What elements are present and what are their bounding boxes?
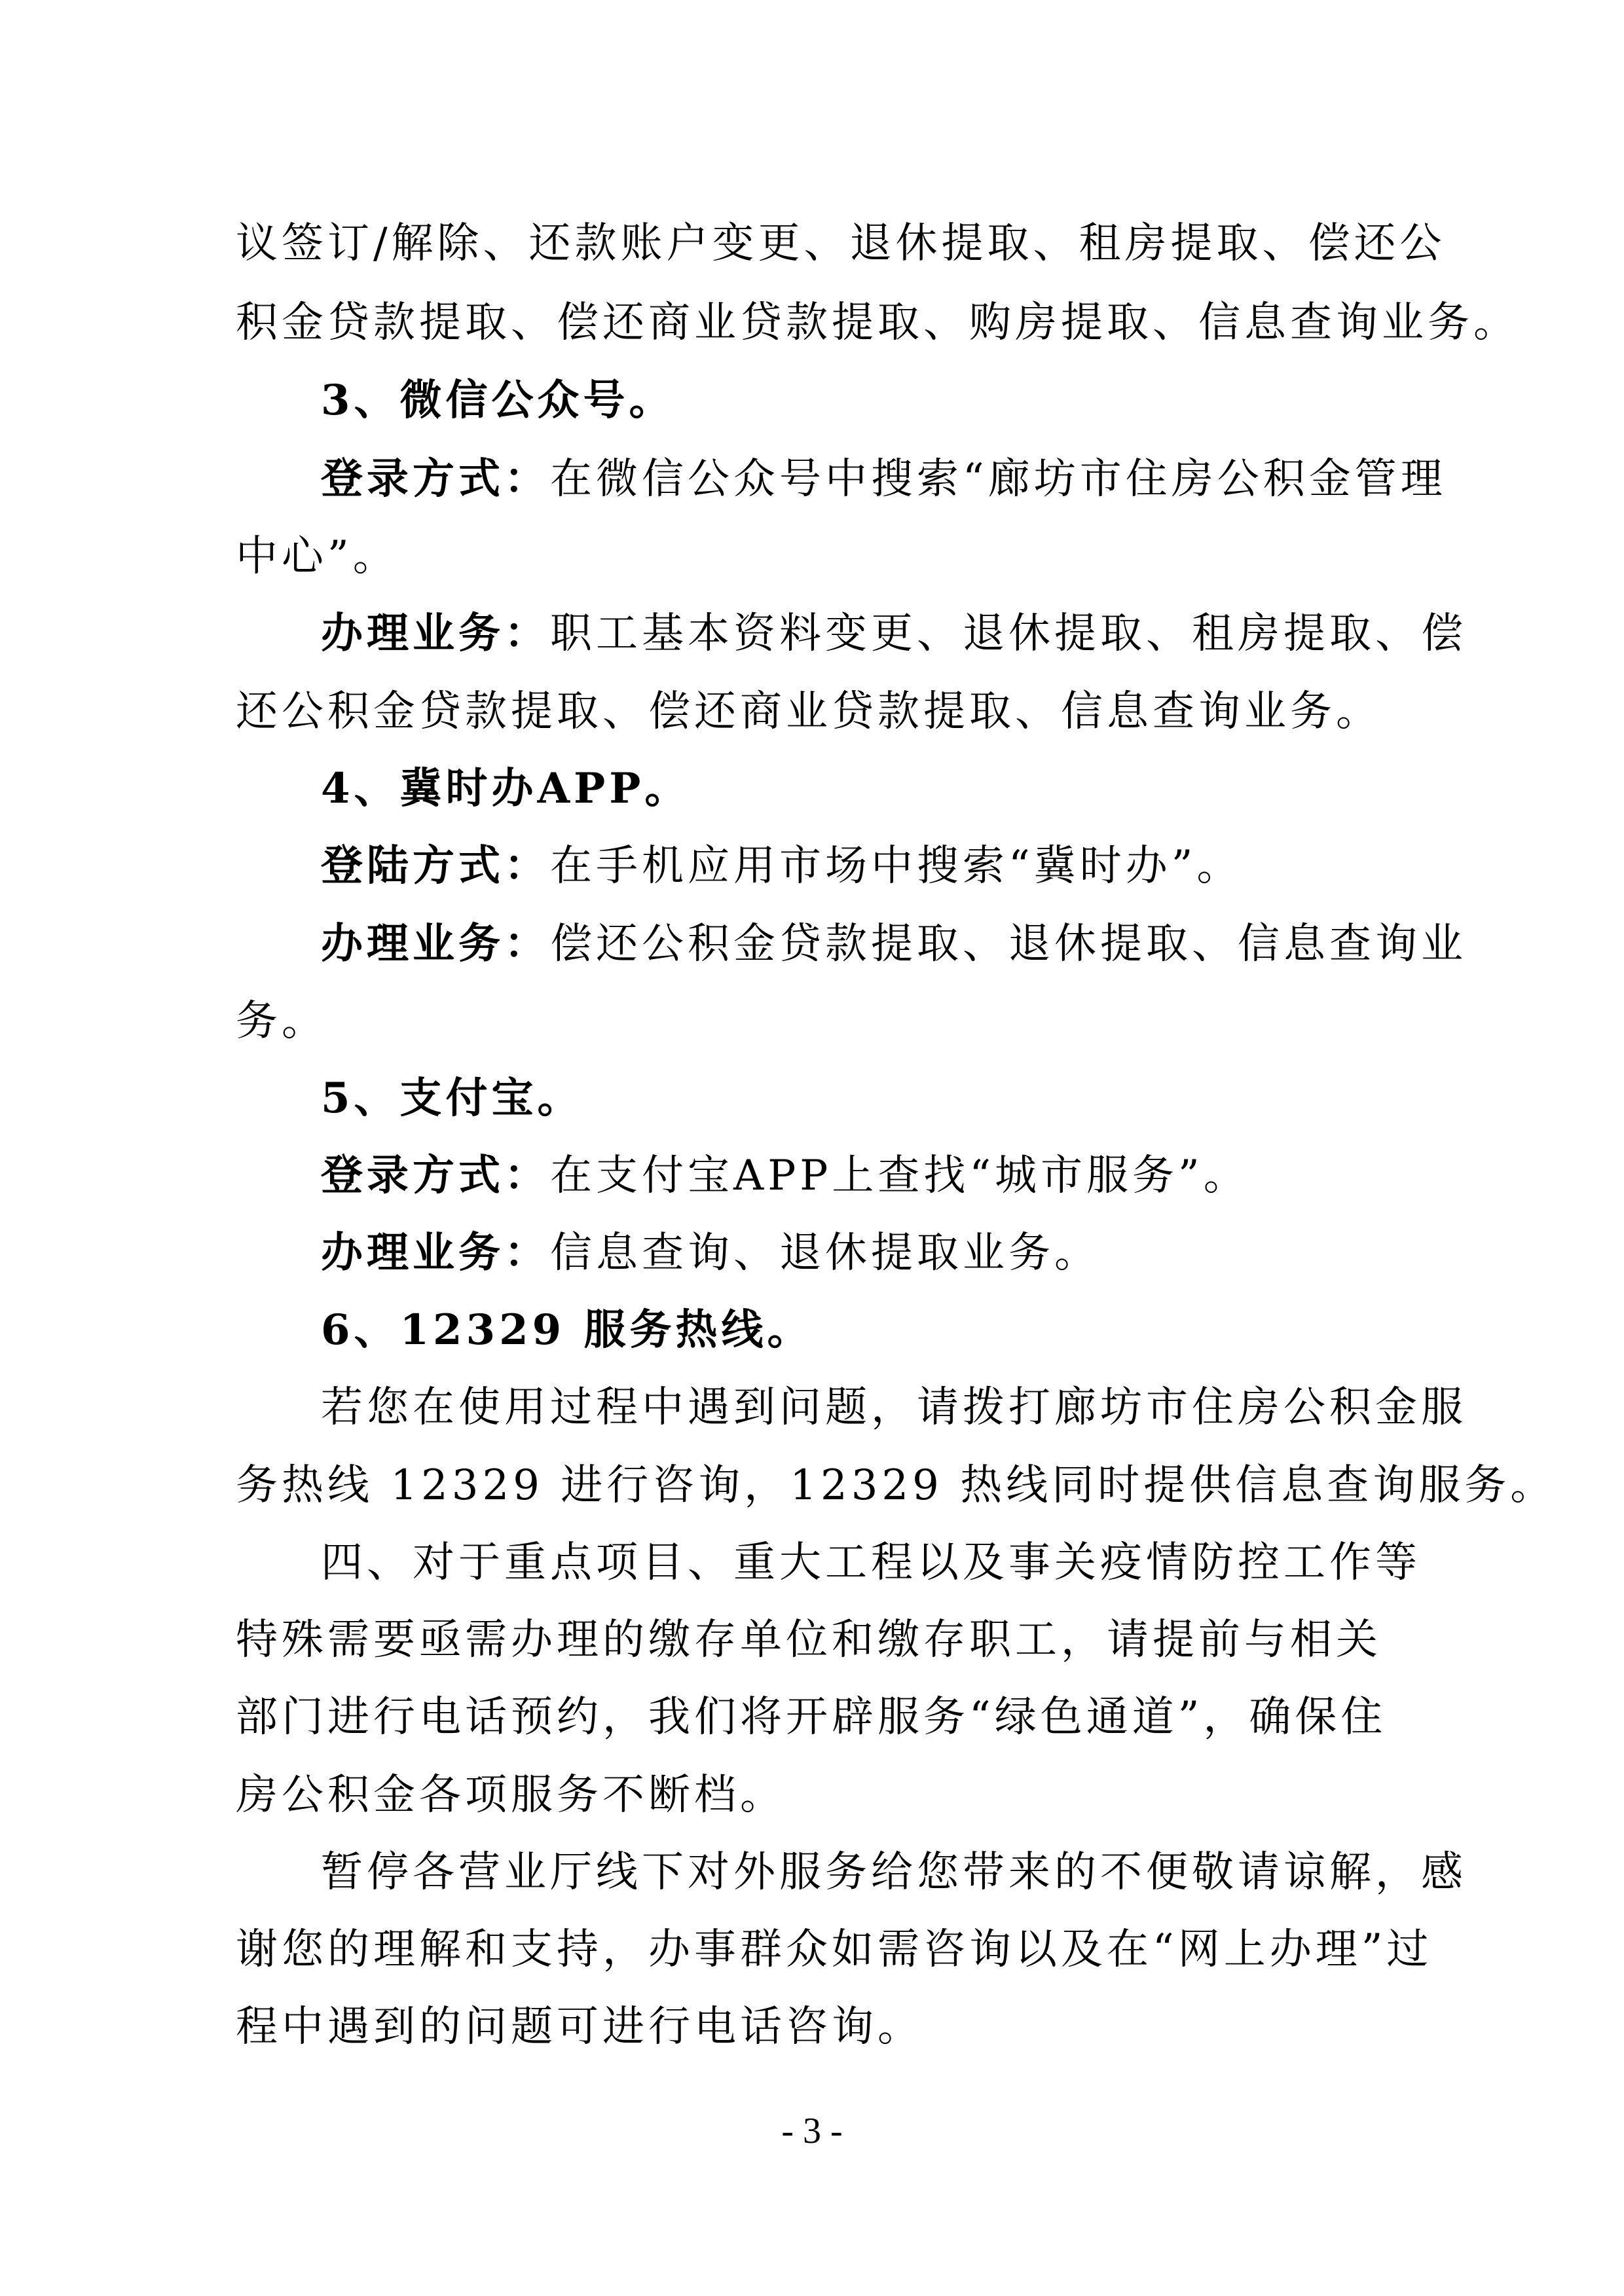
body-line: [236, 290, 1519, 355]
field-label: 登录方式：: [321, 1151, 550, 1200]
page-number: - 3 -: [781, 2111, 843, 2151]
line-text: 职工基本资料变更、退休提取、租房提取、偿: [550, 610, 1467, 658]
body-line: [321, 1840, 1467, 1905]
section-heading-hotline: [321, 1298, 1388, 1363]
field-label: 登陆方式：: [321, 841, 550, 890]
line-text: 偿还公积金贷款提取、退休提取、信息查询业: [550, 920, 1467, 968]
body-line: [321, 911, 1467, 977]
line-text: 部门进行电话预约，我们将开辟服务“绿色通道”，确保住: [236, 1693, 1387, 1741]
body-line: [321, 1530, 1421, 1595]
line-text: 房公积金各项服务不断档。: [236, 1771, 786, 1819]
body-line: [321, 446, 1447, 512]
line-text: 还公积金贷款提取、偿还商业贷款提取、信息查询业务。: [236, 687, 1382, 736]
line-text: 程中遇到的问题可进行电话咨询。: [236, 2003, 923, 2051]
body-line: [321, 833, 1388, 899]
body-line: [236, 679, 1388, 744]
body-line: [321, 1220, 1388, 1286]
line-text: 特殊需要亟需办理的缴存单位和缴存职工，请提前与相关: [236, 1616, 1382, 1664]
line-text: 在手机应用市场中搜索“冀时办”。: [550, 842, 1243, 890]
line-text: 谢您的理解和支持，办事群众如需咨询以及在“网上办理”过: [236, 1925, 1433, 1974]
line-text: 务。: [236, 997, 327, 1046]
heading-text: 5、支付宝。: [321, 1074, 583, 1123]
body-line: [236, 1917, 1433, 1982]
body-line: [321, 601, 1467, 666]
field-label: 办理业务：: [321, 1228, 550, 1277]
line-text: 信息查询、退休提取业务。: [550, 1229, 1100, 1277]
body-line: [236, 1762, 1388, 1828]
line-text: 若您在使用过程中遇到问题，请拨打廊坊市住房公积金服: [321, 1383, 1467, 1432]
field-label: 办理业务：: [321, 609, 550, 658]
section-heading-wechat: [321, 368, 1388, 433]
heading-text: 6、12329 服务热线。: [321, 1305, 813, 1355]
line-text: 中心”。: [236, 532, 399, 581]
body-line: [236, 1994, 1388, 2060]
line-text: 议签订/解除、还款账户变更、退休提取、租房提取、偿还公: [236, 219, 1446, 268]
line-text: 四、对于重点项目、重大工程以及事关疫情防控工作等: [321, 1539, 1421, 1587]
body-line: [236, 211, 1446, 276]
line-text: 在微信公众号中搜索“廊坊市住房公积金管理: [550, 455, 1447, 503]
line-text: 务热线 12329 进行咨询，12329 热线同时提供信息查询服务。: [236, 1461, 1557, 1510]
body-line: [321, 1143, 1388, 1209]
body-line: [236, 1453, 1557, 1518]
line-text: 在支付宝APP上查找“城市服务”。: [550, 1152, 1249, 1200]
body-line: [236, 1685, 1388, 1750]
section-heading-alipay: [321, 1066, 1388, 1131]
body-line: [236, 989, 1388, 1054]
heading-text: 3、微信公众号。: [321, 376, 675, 425]
body-line: [321, 1375, 1467, 1440]
field-label: 办理业务：: [321, 919, 550, 968]
heading-text: 4、冀时办APP。: [321, 764, 691, 813]
line-text: 积金贷款提取、偿还商业贷款提取、购房提取、信息查询业务。: [236, 299, 1519, 347]
line-text: 暂停各营业厅线下对外服务给您带来的不便敬请谅解，感: [321, 1848, 1467, 1897]
section-heading-jishiban: [321, 756, 1388, 822]
body-line: [236, 524, 1388, 589]
body-line: [236, 1607, 1388, 1673]
field-label: 登录方式：: [321, 454, 550, 503]
